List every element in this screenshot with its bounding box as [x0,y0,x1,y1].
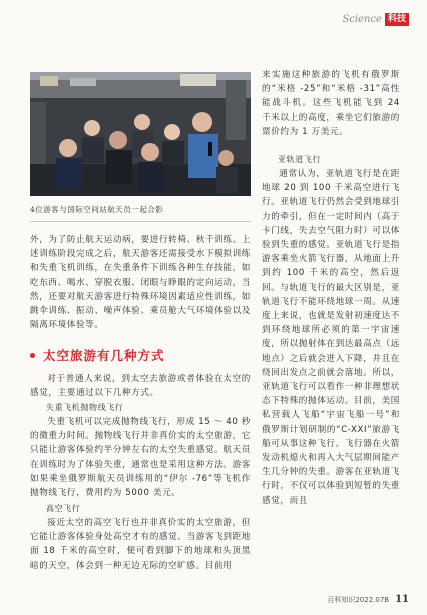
magazine-issue: 百科知识2022.07B [327,596,390,604]
subheading-parabolic-flight: 失重飞机抛物线飞行 [46,403,124,412]
photo-caption: 4位游客与国际空间站航天员一起合影 [30,199,251,222]
astronaut-group-photo [30,72,251,196]
subheading-high-altitude-flight: 高空飞行 [46,504,81,513]
suborbital-flight-paragraph: 通常认为，亚轨道飞行是在距地球 20 到 100 千米高空进行飞行。亚轨道飞行仍然会受到地球引力的牵引，但在一定时间内（高于卡门线，失去空气阻力时）可以体验到失重的感觉。亚轨道飞行是指游客乘坐火箭飞行器，从地面上升到约 100 千米的高空，然后返回。与轨道飞行的最大区别是，亚轨道飞行不能环绕地球一周。从速度上来说，也就是发射初速度达不到环绕地球所必须的第一宇宙速度，所以抛射体在到达最高点（远地点）之后就会进入下降，并且在绕回出发点之前就会落地。所以，亚轨道飞行可以看作一种非理想状态下特殊的抛体运动。目前，美国私营载人飞船“宇宙飞船一号”和俄罗斯计划研制的“C-XXI”旅游飞船可从事这种飞行。飞行器在火箭发动机熄火和再入大气层期间能产生几分钟的失重。游客在亚轨道飞行时，不仅可以体验到短暂的失重感觉，而且 [262,169,400,506]
section-label-en: Science [342,13,382,25]
section-header [342,12,409,26]
high-altitude-paragraph: 接近太空的高空飞行也并非真价实的太空旅游，但它能让游客体验身处高空才有的感觉。当游客飞到距地面 18 千米的高空时，便可看到脚下的地球和头顶黑暗的天空，体会到一种无边无际的空旷感。目前用 [30,518,251,571]
right-continued-paragraph: 来实施这种旅游的飞机有俄罗斯的“米格 -25”和“米格 -31”高性能战斗机。这些飞机能飞到 24 千米以上的高度，乘坐它们旅游的票价约为 1 万美元。 [262,70,400,137]
subheading-suborbital-flight: 亚轨道飞行 [278,155,321,164]
section-tag: 科技 [385,13,409,26]
page-footer [327,594,409,605]
bullet-dot-icon [30,353,35,358]
intro-paragraph: 对于普通人来说，到太空去旅游或者体验在太空的感觉，主要通过以下几种方式。 [30,374,251,399]
parabolic-flight-paragraph: 失重飞机可以完成抛物线飞行，形成 15 ～ 40 秒的微重力时间。抛物线飞行并非真价实的太空旅游，它只能让游客体验约半分钟左右的太空失重感觉。航天员在训练时为了体验失重，通常也是采用这种方法。游客如果乘坐俄罗斯航天员训练用的“伊尔 -76”等飞机作抛物线飞行，费用约为 5000 美元。 [30,417,251,499]
left-continued-paragraph: 外，为了防止航天运动病，要进行转椅、秋千训练。上述训练阶段完成之后，航天游客还需接受水下模拟训练和失重飞机训练，在失重条件下训练各种生存技能，如吃东西、喝水、穿脱衣服、闭眼与睁眼的定向运动，当然，还要对航天游客进行特殊环境因素适应性训练，如跳伞训练、振动、噪声体验、乘员舱大气环境体验以及隔离环境体验等。 [30,235,251,331]
section-title: 太空旅游有几种方式 [30,346,165,364]
page-number: 11 [395,594,409,605]
